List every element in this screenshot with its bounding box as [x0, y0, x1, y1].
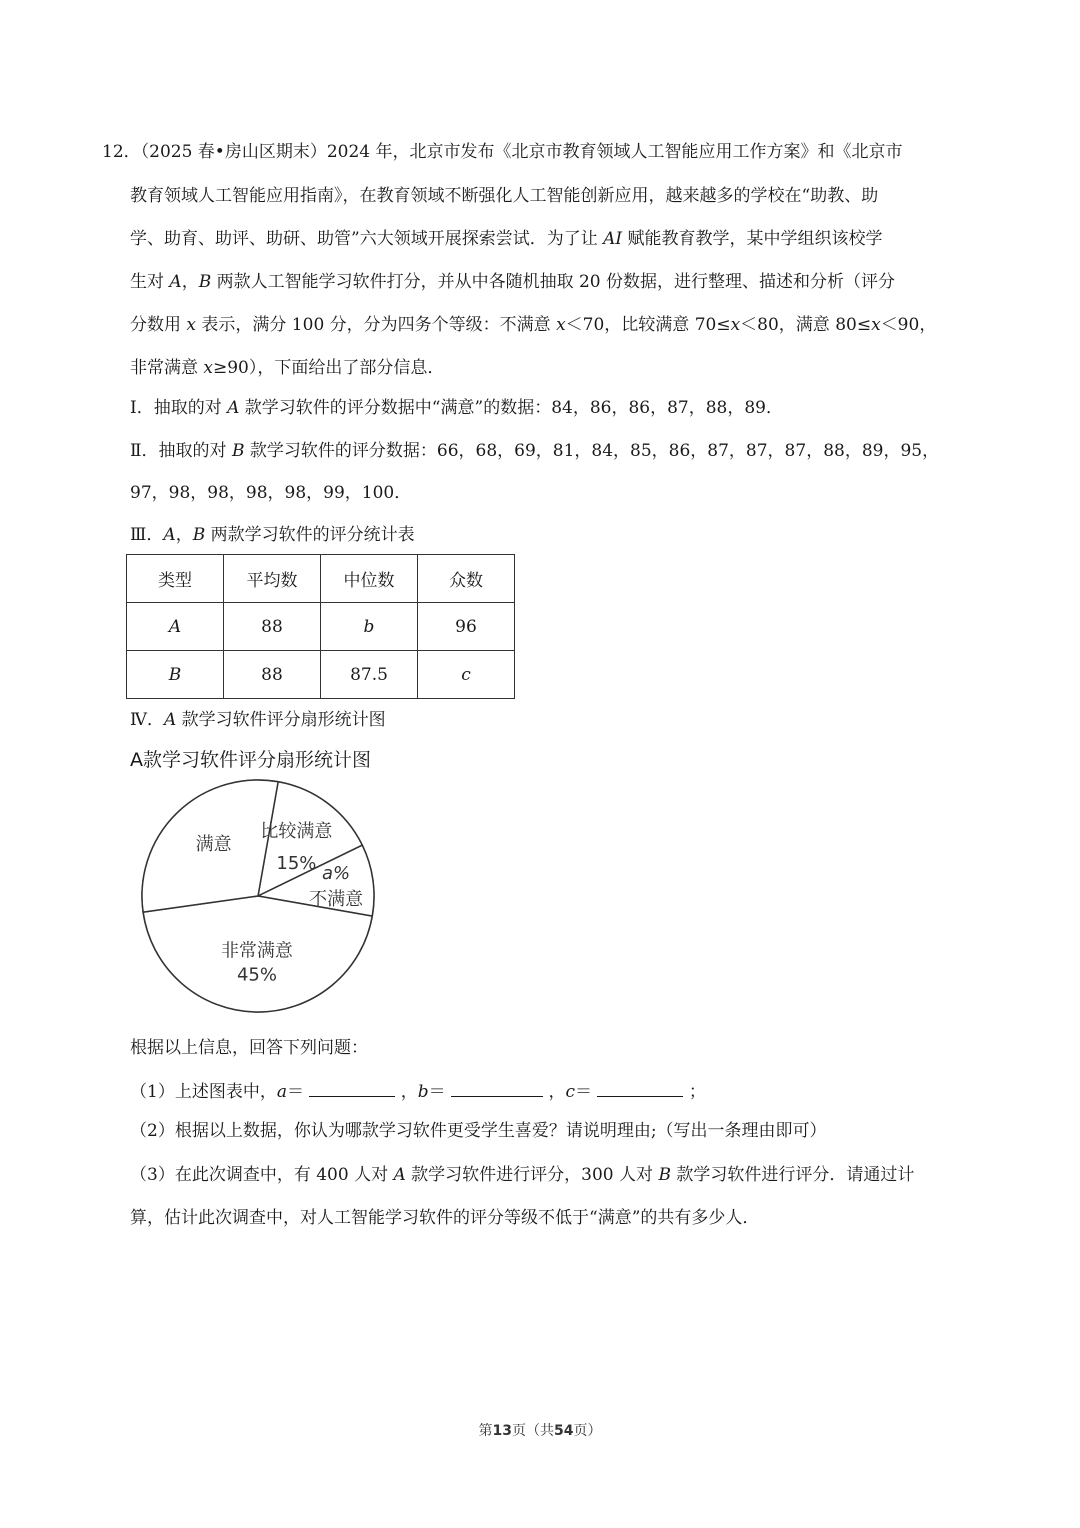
pie-slice-value: a%	[322, 863, 351, 885]
question-line-3	[130, 227, 883, 251]
info-text: ，	[175, 525, 193, 545]
table-header-cell: 中位数	[321, 555, 418, 603]
footer-text: 第	[478, 1423, 493, 1439]
variable: b	[363, 616, 375, 637]
question-text: ＝	[428, 1082, 452, 1102]
pie-slice-value: 15%	[276, 853, 317, 875]
question-3	[130, 1163, 914, 1187]
pie-chart	[134, 778, 384, 1018]
variable: A	[227, 398, 240, 418]
variable: c	[565, 1082, 576, 1102]
info-text: 款学习软件评分扇形统计图	[176, 710, 386, 730]
question-text: ＝	[575, 1082, 598, 1102]
variable: A	[393, 1165, 406, 1185]
question-text: 教育领域人工智能应用指南》，在教育领域不断强化人工智能创新应用，越来越多的学校在“助教、助	[130, 186, 879, 206]
table-cell: 87.5	[321, 651, 418, 699]
pie-slice-value: 不满意	[309, 889, 364, 911]
question-line-5	[130, 313, 936, 337]
table-header-cell: 众数	[418, 555, 515, 603]
pie-slice-label: 比较满意	[260, 821, 333, 843]
variable: c	[461, 664, 471, 685]
question-text: 生对	[130, 272, 170, 292]
question-text: 非常满意	[130, 358, 204, 378]
variable: B	[198, 272, 212, 292]
variable: x	[203, 358, 213, 378]
table-cell: 96	[418, 603, 515, 651]
info-text: 97，98，98，98，98，99，100．	[130, 483, 412, 503]
table-header-cell: 平均数	[224, 555, 321, 603]
info-text: 款学习软件的评分数据：66，68，69，81，84，85，86，87，87，87，88，89，95，	[244, 441, 940, 461]
question-text: ，	[543, 1082, 566, 1102]
question-text: 款学习软件进行评分．请通过计	[670, 1165, 915, 1185]
variable: B	[192, 525, 206, 545]
question-1	[130, 1078, 706, 1104]
question-2: （2）根据以上数据，你认为哪款学习软件更受学生喜爱？请说明理由;（写出一条理由即可）	[130, 1121, 827, 1141]
table-row	[127, 651, 515, 699]
info-text: 款学习软件的评分数据中“满意”的数据：84，86，86，87，88，89．	[239, 398, 783, 418]
stats-table	[126, 554, 515, 699]
info-i	[130, 396, 783, 420]
question-text: ，	[181, 272, 199, 292]
answer-blank-b[interactable]	[451, 1078, 543, 1097]
page-footer	[0, 1420, 1080, 1440]
info-iii	[130, 523, 415, 547]
question-text: 赋能教育教学，某中学组织该校学	[622, 229, 883, 249]
question-text: 两款人工智能学习软件打分，并从中各随机抽取 20 份数据，进行整理、描述和分析（评分	[211, 272, 896, 292]
table-cell: 88	[224, 603, 321, 651]
pie-slice-label: 满意	[195, 834, 232, 856]
question-text: ＝	[286, 1082, 310, 1102]
table-cell	[127, 651, 224, 699]
question-text: ≥90），下面给出了部分信息．	[213, 358, 445, 378]
info-text: Ⅱ．抽取的对	[130, 441, 232, 461]
pie-slice-value: 45%	[236, 964, 277, 986]
variable: B	[168, 664, 182, 685]
question-text: ＜70，比较满意 70≤	[565, 315, 731, 335]
variable: x	[556, 315, 566, 335]
question-line-1	[102, 140, 903, 164]
variable: A	[169, 272, 182, 292]
questions-intro: 根据以上信息，回答下列问题：	[130, 1038, 368, 1058]
question-3-line-2: 算，估计此次调查中，对人工智能学习软件的评分等级不低于“满意”的共有多少人．	[130, 1208, 760, 1228]
variable: a	[276, 1082, 287, 1102]
answer-blank-c[interactable]	[597, 1078, 683, 1097]
variable: B	[658, 1165, 671, 1185]
variable: AI	[603, 229, 623, 249]
info-ii-line-2	[130, 481, 411, 505]
footer-text: 页）	[573, 1423, 602, 1439]
question-source: （2025 春•房山区期末）	[140, 142, 327, 162]
variable: b	[417, 1082, 429, 1102]
question-text: （1）上述图表中，	[130, 1082, 277, 1102]
variable: x	[730, 315, 741, 335]
info-text: 两款学习软件的评分统计表	[205, 525, 415, 545]
variable: A	[163, 710, 177, 730]
variable: A	[163, 525, 176, 545]
question-text: 学、助育、助评、助研、助管”六大领域开展探索尝试．为了让	[130, 229, 604, 249]
chart-title: A款学习软件评分扇形统计图	[130, 749, 371, 771]
answer-blank-a[interactable]	[309, 1078, 395, 1097]
question-text: ＜90，	[880, 315, 937, 335]
question-text: 分数用	[130, 315, 187, 335]
info-text: Ⅰ．抽取的对	[130, 398, 228, 418]
question-number: 12．	[102, 142, 141, 162]
footer-text: 页（共	[512, 1423, 554, 1439]
variable: A	[168, 616, 182, 637]
table-header-row	[127, 555, 515, 603]
table-cell	[321, 603, 418, 651]
info-text: Ⅲ．	[130, 525, 164, 545]
info-ii	[130, 439, 939, 463]
table-row	[127, 603, 515, 651]
variable: B	[231, 441, 245, 461]
variable: x	[186, 315, 196, 335]
page-number: 13	[492, 1423, 512, 1439]
variable: x	[871, 315, 881, 335]
total-pages: 54	[554, 1423, 574, 1439]
question-line-2	[130, 184, 878, 208]
table-cell	[127, 603, 224, 651]
table-cell: 88	[224, 651, 321, 699]
info-iv	[130, 708, 386, 732]
table-header-cell: 类型	[127, 555, 224, 603]
question-text: ＜80，满意 80≤	[740, 315, 872, 335]
pie-slice-label: 非常满意	[220, 940, 293, 962]
question-text: 表示，满分 100 分，分为四务个等级：不满意	[196, 315, 557, 335]
pie-chart-svg	[134, 778, 384, 1018]
table-cell	[418, 651, 515, 699]
question-text: 2024 年，北京市发布《北京市教育领域人工智能应用工作方案》和《北京市	[326, 142, 903, 162]
question-text: （3）在此次调查中，有 400 人对	[130, 1165, 394, 1185]
question-line-4	[130, 270, 895, 294]
info-text: Ⅳ．	[130, 710, 164, 730]
question-text: ；	[683, 1082, 706, 1102]
question-text: 款学习软件进行评分，300 人对	[405, 1165, 659, 1185]
question-text: ，	[395, 1082, 418, 1102]
question-line-6	[130, 356, 444, 380]
